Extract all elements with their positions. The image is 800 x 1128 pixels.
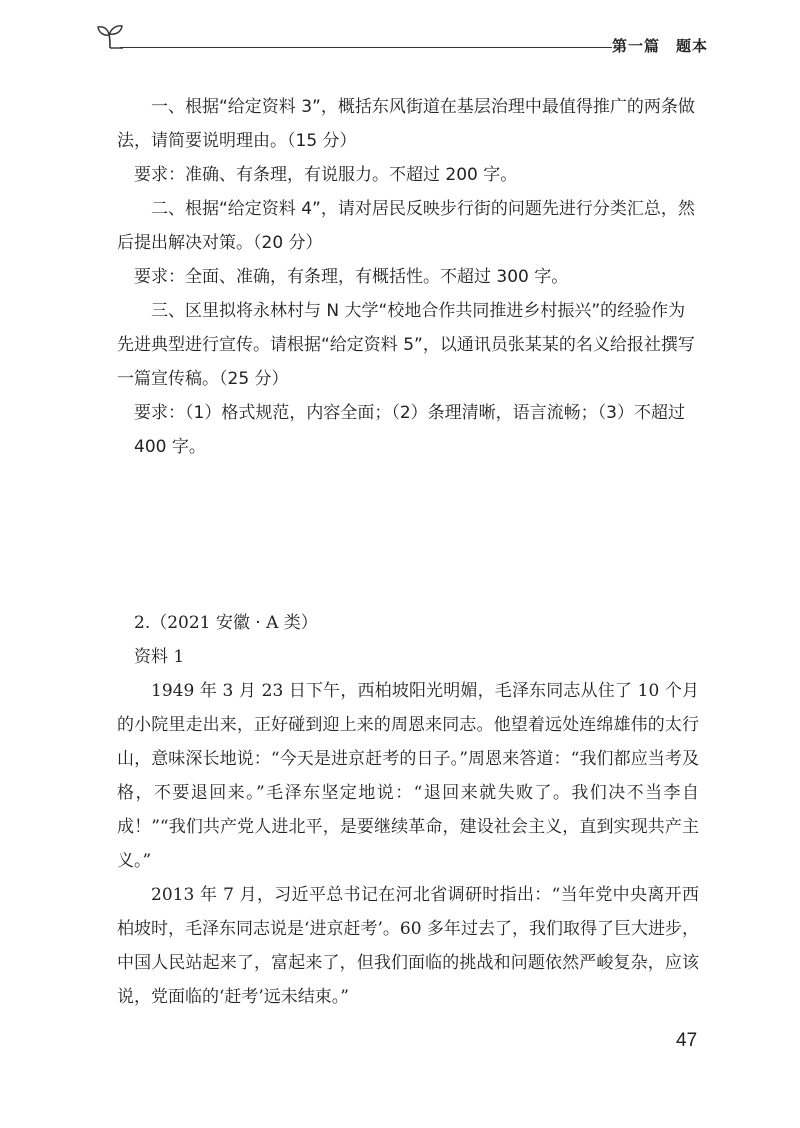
question-1-requirement: 要求：准确、有条理，有说服力。不超过 200 字。 — [134, 165, 518, 185]
header-title: 第一篇 题本 — [612, 37, 709, 55]
page-number: 47 — [676, 1030, 698, 1051]
question-2-requirement: 要求：全面、准确，有条理，有概括性。不超过 300 字。 — [134, 267, 569, 287]
question-1: 一、根据“给定资料 3”，概括东风街道在基层治理中最值得推广的两条做法，请简要说明理由。（15 分） — [117, 97, 695, 151]
header-rule — [120, 47, 612, 48]
question-3: 三、区里拟将永林村与 N 大学“校地合作共同推进乡村振兴”的经验作为先进典型进行宣传。请根据“给定资料 5”，以通讯员张某某的名义给报社撰写一篇宣传稿。（25 分） — [117, 301, 695, 389]
material-paragraph: 1949 年 3 月 23 日下午，西柏坡阳光明媚，毛泽东同志从住了 10 个月的小院里走出来，正好碰到迎上来的周恩来同志。他望着远处连绵雄伟的太行山，意味深长地说：“今天是进京赶考的日子。”周恩来答道：“我们都应当考及格，不要退回来。”毛泽东坚定地说：“退回来就失败了。我们决不当李自成！”“我们共产党人进北平，是要继续革命，建设社会主义，直到实现共产主义。” — [117, 681, 699, 871]
page-header — [0, 0, 800, 60]
exam-section-2 — [117, 606, 699, 1014]
section-heading: 2.（2021 安徽 · A 类） — [134, 613, 318, 633]
question-2: 二、根据“给定资料 4”，请对居民反映步行街的问题先进行分类汇总，然后提出解决对策。（20 分） — [117, 199, 695, 253]
question-list — [117, 90, 699, 464]
question-3-requirement: 要求：（1）格式规范，内容全面；（2）条理清晰，语言流畅；（3）不超过 400 字。 — [134, 403, 685, 457]
material-paragraph: 2013 年 7 月，习近平总书记在河北省调研时指出：“当年党中央离开西柏坡时，毛泽东同志说是‘进京赶考’。60 多年过去了，我们取得了巨大进步，中国人民站起来了，富起来了，但我们面临的挑战和问题依然严峻复杂，应该说，党面临的‘赶考’远未结束。” — [117, 885, 699, 1007]
material-title: 资料 1 — [134, 647, 185, 667]
